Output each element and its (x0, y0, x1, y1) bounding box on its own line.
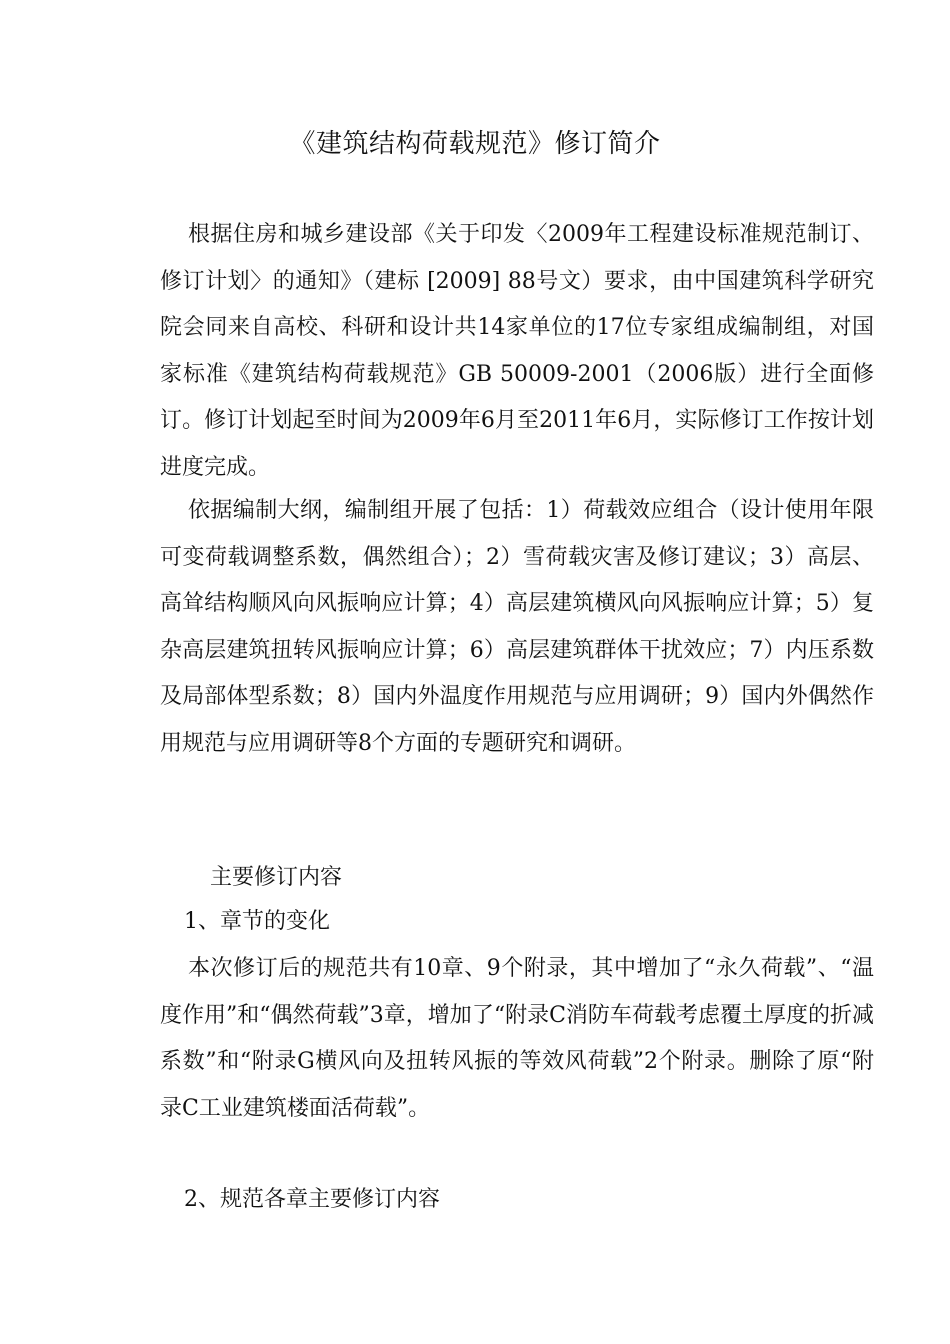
intro-paragraph: 根据住房和城乡建设部《关于印发〈2009年工程建设标准规范制订、修订计划〉的通知》（建标 [2009] 88号文）要求，由中国建筑科学研究院会同来自高校、科研和设计共14家单位的17位专家组成编制组，对国家标准《建筑结构荷载规范》GB 50009-2001（2006版）进行全面修订。修订计划起至时间为2009年6月至2011年6月，实际修订工作按计划进度完成。 (160, 222, 874, 480)
chapter-changes-paragraph: 本次修订后的规范共有10章、9个附录，其中增加了“永久荷载”、“温度作用”和“偶然荷载”3章，增加了“附录C消防车荷载考虑覆土厚度的折减系数”和“附录G横风向及扭转风振的等效风荷载”2个附录。删除了原“附录C工业建筑楼面活荷载”。 (160, 956, 874, 1121)
document-title: 《建筑结构荷载规范》修订简介 (289, 129, 661, 159)
research-topics-paragraph: 依据编制大纲，编制组开展了包括：1）荷载效应组合（设计使用年限可变荷载调整系数，偶然组合）；2）雪荷载灾害及修订建议；3）高层、高耸结构顺风向风振响应计算；4）高层建筑横风向风振响应计算；5）复杂高层建筑扭转风振响应计算；6）高层建筑群体干扰效应；7）内压系数及局部体型系数；8）国内外温度作用规范与应用调研；9）国内外偶然作用规范与应用调研等8个方面的专题研究和调研。 (160, 498, 874, 756)
subsection-heading-chapter-changes: 1、章节的变化 (184, 909, 330, 934)
section-heading: 主要修订内容 (210, 865, 343, 890)
subsection-heading-main-revisions: 2、规范各章主要修订内容 (184, 1187, 440, 1212)
